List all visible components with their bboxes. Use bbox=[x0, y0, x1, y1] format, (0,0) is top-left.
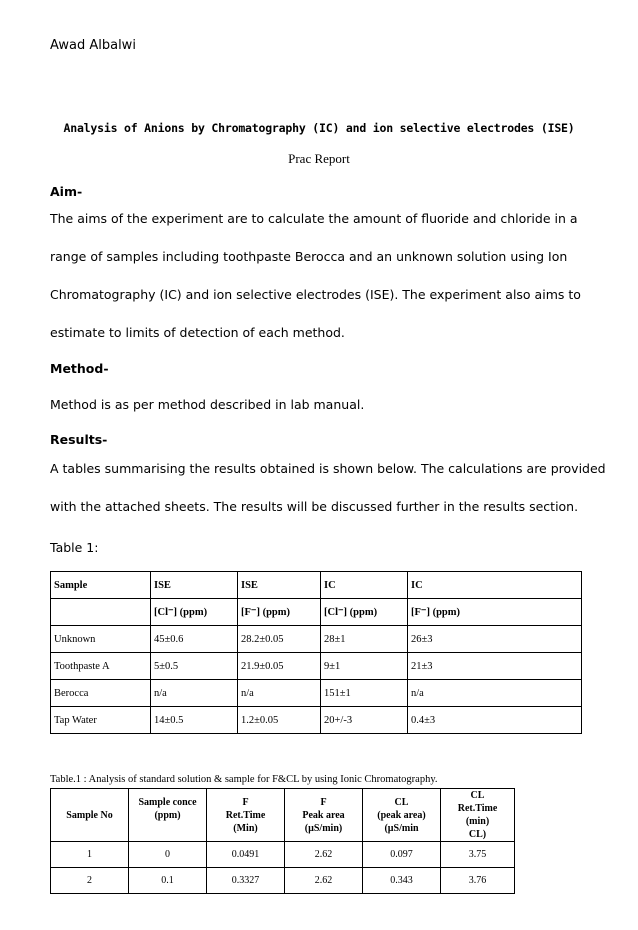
header-line: F bbox=[242, 796, 249, 808]
table-cell: 2.62 bbox=[285, 868, 363, 894]
table-row bbox=[51, 653, 582, 680]
table-cell: 0.4±3 bbox=[408, 707, 582, 734]
header-line: CL bbox=[470, 790, 485, 801]
table-cell: 0.3327 bbox=[207, 868, 285, 894]
header-cell bbox=[441, 789, 515, 842]
table-cell: 151±1 bbox=[321, 680, 408, 707]
header-line: CL bbox=[394, 796, 409, 808]
table-cell: 2.62 bbox=[285, 842, 363, 868]
header-cell: [F⁻] (ppm) bbox=[408, 599, 582, 626]
table-cell: 20+/-3 bbox=[321, 707, 408, 734]
report-subtitle: Prac Report bbox=[288, 151, 350, 166]
table-cell: 45±0.6 bbox=[151, 626, 238, 653]
table-cell: n/a bbox=[408, 680, 582, 707]
table-cell: 9±1 bbox=[321, 653, 408, 680]
report-title: Analysis of Anions by Chromatography (IC) and ion selective electrodes (ISE) bbox=[63, 121, 575, 135]
table-cell: Berocca bbox=[51, 680, 151, 707]
table-cell: Unknown bbox=[51, 626, 151, 653]
method-heading: Method- bbox=[50, 361, 109, 376]
header-cell: ISE bbox=[151, 572, 238, 599]
header-cell: [Cl⁻] (ppm) bbox=[151, 599, 238, 626]
table-header-row bbox=[51, 599, 582, 626]
table-cell: 21.9±0.05 bbox=[238, 653, 321, 680]
table-cell: 3.75 bbox=[441, 842, 515, 868]
header-cell bbox=[363, 789, 441, 842]
table-cell: n/a bbox=[238, 680, 321, 707]
results-line: A tables summarising the results obtained is shown below. The calculations are provided bbox=[50, 461, 606, 476]
header-line: (Min) bbox=[233, 822, 258, 834]
header-line: (µS/min bbox=[384, 822, 419, 834]
table-cell: 1 bbox=[51, 842, 129, 868]
table-row bbox=[51, 707, 582, 734]
table-cell: 0.097 bbox=[363, 842, 441, 868]
aim-line: estimate to limits of detection of each method. bbox=[50, 325, 345, 340]
header-cell: ISE bbox=[238, 572, 321, 599]
table-cell: Toothpaste A bbox=[51, 653, 151, 680]
header-cell: IC bbox=[408, 572, 582, 599]
table-header-row bbox=[51, 572, 582, 599]
header-line: F bbox=[320, 796, 327, 808]
header-cell: IC bbox=[321, 572, 408, 599]
table-cell: 5±0.5 bbox=[151, 653, 238, 680]
header-cell bbox=[207, 789, 285, 842]
header-line: (µS/min) bbox=[304, 822, 343, 834]
table-cell: n/a bbox=[151, 680, 238, 707]
table-cell: 14±0.5 bbox=[151, 707, 238, 734]
header-line: (ppm) bbox=[154, 809, 181, 821]
table-cell: Tap Water bbox=[51, 707, 151, 734]
header-cell bbox=[51, 599, 151, 626]
header-line: (peak area) bbox=[377, 809, 426, 821]
results-paragraph bbox=[50, 454, 610, 522]
header-line bbox=[129, 822, 206, 835]
header-line: (min) bbox=[465, 816, 490, 827]
header-cell: [F⁻] (ppm) bbox=[238, 599, 321, 626]
table-cell: 2 bbox=[51, 868, 129, 894]
header-line: Peak area bbox=[302, 809, 345, 821]
header-cell: Sample bbox=[51, 572, 151, 599]
header-cell: [Cl⁻] (ppm) bbox=[321, 599, 408, 626]
table-cell: 1.2±0.05 bbox=[238, 707, 321, 734]
header-line: Ret.Time bbox=[457, 803, 498, 814]
table2-caption: Table.1 : Analysis of standard solution & sample for F&CL by using Ionic Chromatography. bbox=[50, 774, 438, 785]
header-cell bbox=[51, 789, 129, 842]
table-row bbox=[51, 680, 582, 707]
aim-heading: Aim- bbox=[50, 184, 83, 199]
results-heading: Results- bbox=[50, 432, 108, 447]
table-cell: 21±3 bbox=[408, 653, 582, 680]
table-cell: 28±1 bbox=[321, 626, 408, 653]
table-cell: 28.2±0.05 bbox=[238, 626, 321, 653]
header-line: Ret.Time bbox=[225, 809, 266, 821]
header-cell bbox=[285, 789, 363, 842]
table-row bbox=[51, 868, 515, 894]
header-line: CL) bbox=[468, 829, 487, 840]
author-name: Awad Albalwi bbox=[50, 38, 136, 53]
header-cell bbox=[129, 789, 207, 842]
table1-label: Table 1: bbox=[50, 540, 99, 555]
header-line: Sample No bbox=[66, 809, 113, 821]
table-cell: 0.0491 bbox=[207, 842, 285, 868]
aim-line: Chromatography (IC) and ion selective electrodes (ISE). The experiment also aims to bbox=[50, 287, 581, 302]
header-line: Sample conce bbox=[138, 796, 197, 808]
table-cell: 0.343 bbox=[363, 868, 441, 894]
aim-paragraph bbox=[50, 204, 610, 348]
results-line: with the attached sheets. The results will be discussed further in the results section. bbox=[50, 499, 579, 514]
table-row bbox=[51, 842, 515, 868]
table-header-row bbox=[51, 789, 515, 842]
table-row bbox=[51, 626, 582, 653]
aim-line: The aims of the experiment are to calculate the amount of fluoride and chloride in a bbox=[50, 211, 578, 226]
table-cell: 0 bbox=[129, 842, 207, 868]
chromatography-table bbox=[50, 788, 515, 894]
results-table bbox=[50, 571, 582, 734]
method-text: Method is as per method described in lab manual. bbox=[50, 397, 365, 412]
table-cell: 0.1 bbox=[129, 868, 207, 894]
table-cell: 3.76 bbox=[441, 868, 515, 894]
aim-line: range of samples including toothpaste Berocca and an unknown solution using Ion bbox=[50, 249, 568, 264]
table-cell: 26±3 bbox=[408, 626, 582, 653]
